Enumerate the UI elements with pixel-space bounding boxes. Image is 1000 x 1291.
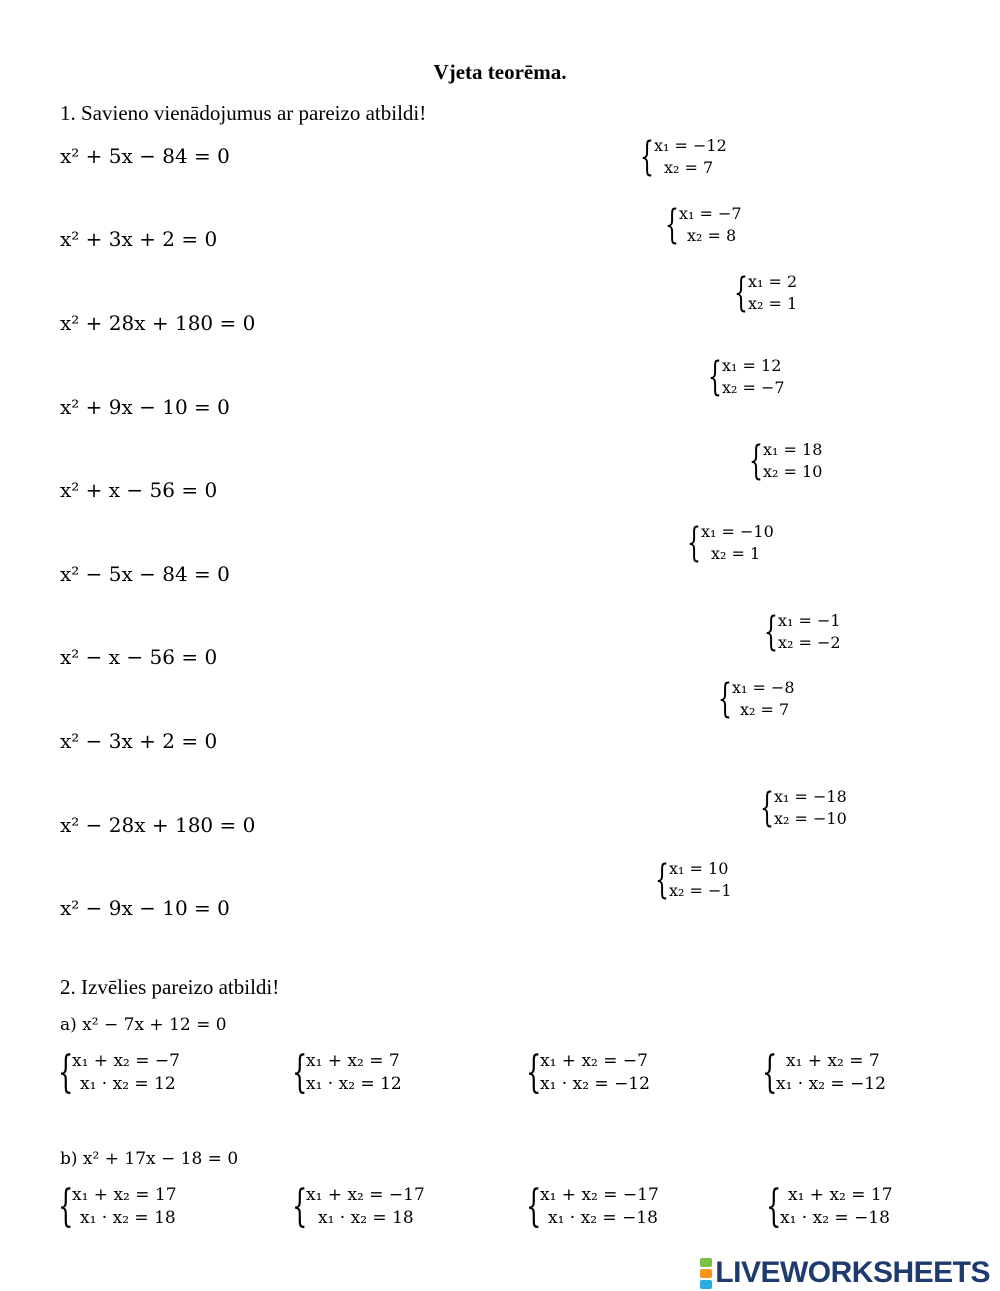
task2-b-option-4[interactable] xyxy=(766,1181,893,1232)
page-title: Vjeta teorēma. xyxy=(433,60,567,84)
task2-a-equation: a) x² − 7x + 12 = 0 xyxy=(60,1015,227,1035)
answer-x2: x₂ = 10 xyxy=(763,462,823,481)
answer-x1: x₁ = −18 xyxy=(774,787,847,806)
answer-x2: x₂ = 7 xyxy=(664,158,714,177)
brace-icon: { xyxy=(526,1047,542,1098)
equation-7: x² − x − 56 = 0 xyxy=(60,645,218,669)
brace-icon: { xyxy=(762,1047,778,1098)
logo-mark-block xyxy=(700,1269,712,1278)
answer-x1: x₁ = −7 xyxy=(679,204,742,223)
answer-x2: x₂ = −7 xyxy=(722,378,785,397)
brace-icon: { xyxy=(640,134,654,180)
option-line-1: x₁ + x₂ = 17 xyxy=(788,1185,893,1205)
brace-icon: { xyxy=(734,270,748,316)
task2-heading: 2. Izvēlies pareizo atbildi! xyxy=(60,975,280,999)
option-line-2: x₁ · x₂ = −12 xyxy=(776,1074,886,1094)
logo-mark-block xyxy=(700,1280,712,1289)
answer-option-4[interactable] xyxy=(708,355,785,399)
brace-icon: { xyxy=(760,785,774,831)
option-line-2: x₁ · x₂ = −18 xyxy=(548,1208,658,1228)
option-line-2: x₁ · x₂ = 12 xyxy=(306,1074,402,1094)
answer-x2: x₂ = 1 xyxy=(711,544,761,563)
answer-x2: x₂ = −2 xyxy=(778,633,841,652)
answer-x1: x₁ = −1 xyxy=(778,611,841,630)
answer-x1: x₁ = 10 xyxy=(669,859,729,878)
brace-icon: { xyxy=(687,520,701,566)
answer-x1: x₁ = −12 xyxy=(654,136,727,155)
brace-icon: { xyxy=(766,1181,782,1232)
option-line-1: x₁ + x₂ = −7 xyxy=(540,1051,648,1071)
answer-option-10[interactable] xyxy=(655,858,732,902)
option-line-1: x₁ + x₂ = 7 xyxy=(786,1051,880,1071)
task2-b-option-3[interactable] xyxy=(526,1181,659,1232)
option-line-1: x₁ + x₂ = −17 xyxy=(540,1185,659,1205)
brace-icon: { xyxy=(718,676,732,722)
equation-1: x² + 5x − 84 = 0 xyxy=(60,144,230,168)
equation-10: x² − 9x − 10 = 0 xyxy=(60,896,230,920)
option-line-2: x₁ · x₂ = −18 xyxy=(780,1208,890,1228)
liveworksheets-logo xyxy=(700,1256,990,1290)
equation-6: x² − 5x − 84 = 0 xyxy=(60,562,230,586)
task2-a-option-3[interactable] xyxy=(526,1047,650,1098)
logo-text: LIVEWORKSHEETS xyxy=(715,1256,990,1289)
answer-x2: x₂ = −10 xyxy=(774,809,847,828)
answer-x1: x₁ = 12 xyxy=(722,356,782,375)
brace-icon: { xyxy=(749,438,763,484)
task2-a-option-1[interactable] xyxy=(58,1047,180,1098)
option-line-1: x₁ + x₂ = 7 xyxy=(306,1051,400,1071)
option-line-2: x₁ · x₂ = 12 xyxy=(80,1074,176,1094)
answer-option-2[interactable] xyxy=(665,203,742,247)
answer-option-5[interactable] xyxy=(749,439,822,483)
answer-x2: x₂ = 8 xyxy=(687,226,737,245)
task2-b-option-1[interactable] xyxy=(58,1181,177,1232)
brace-icon: { xyxy=(292,1047,308,1098)
brace-icon: { xyxy=(526,1181,542,1232)
equation-9: x² − 28x + 180 = 0 xyxy=(60,813,256,837)
liveworksheets-logo-icon xyxy=(700,1257,712,1290)
option-line-2: x₁ · x₂ = −12 xyxy=(540,1074,650,1094)
option-line-1: x₁ + x₂ = −7 xyxy=(72,1051,180,1071)
brace-icon: { xyxy=(764,609,778,655)
option-line-2: x₁ · x₂ = 18 xyxy=(318,1208,414,1228)
equation-8: x² − 3x + 2 = 0 xyxy=(60,729,218,753)
answer-x1: x₁ = 18 xyxy=(763,440,823,459)
task2-b-option-2[interactable] xyxy=(292,1181,425,1232)
brace-icon: { xyxy=(58,1181,74,1232)
option-line-1: x₁ + x₂ = −17 xyxy=(306,1185,425,1205)
answer-option-1[interactable] xyxy=(640,135,727,179)
answer-x1: x₁ = 2 xyxy=(748,272,798,291)
equation-5: x² + x − 56 = 0 xyxy=(60,478,218,502)
task2-b-equation: b) x² + 17x − 18 = 0 xyxy=(60,1149,239,1169)
answer-option-3[interactable] xyxy=(734,271,797,315)
answer-x2: x₂ = −1 xyxy=(669,881,732,900)
option-line-2: x₁ · x₂ = 18 xyxy=(80,1208,176,1228)
answer-x2: x₂ = 7 xyxy=(740,700,790,719)
equation-2: x² + 3x + 2 = 0 xyxy=(60,227,218,251)
answer-option-9[interactable] xyxy=(760,786,847,830)
answer-option-8[interactable] xyxy=(718,677,795,721)
brace-icon: { xyxy=(292,1181,308,1232)
brace-icon: { xyxy=(665,202,679,248)
task1-heading: 1. Savieno vienādojumus ar pareizo atbildi! xyxy=(60,101,427,125)
equation-4: x² + 9x − 10 = 0 xyxy=(60,395,230,419)
option-line-1: x₁ + x₂ = 17 xyxy=(72,1185,177,1205)
answer-option-7[interactable] xyxy=(764,610,841,654)
answer-x1: x₁ = −8 xyxy=(732,678,795,697)
task2-a-option-2[interactable] xyxy=(292,1047,402,1098)
brace-icon: { xyxy=(58,1047,74,1098)
answer-x2: x₂ = 1 xyxy=(748,294,798,313)
answer-x1: x₁ = −10 xyxy=(701,522,774,541)
logo-mark-block xyxy=(700,1258,712,1267)
brace-icon: { xyxy=(708,354,722,400)
equation-3: x² + 28x + 180 = 0 xyxy=(60,311,256,335)
brace-icon: { xyxy=(655,857,669,903)
answer-option-6[interactable] xyxy=(687,521,774,565)
task2-a-option-4[interactable] xyxy=(762,1047,886,1098)
